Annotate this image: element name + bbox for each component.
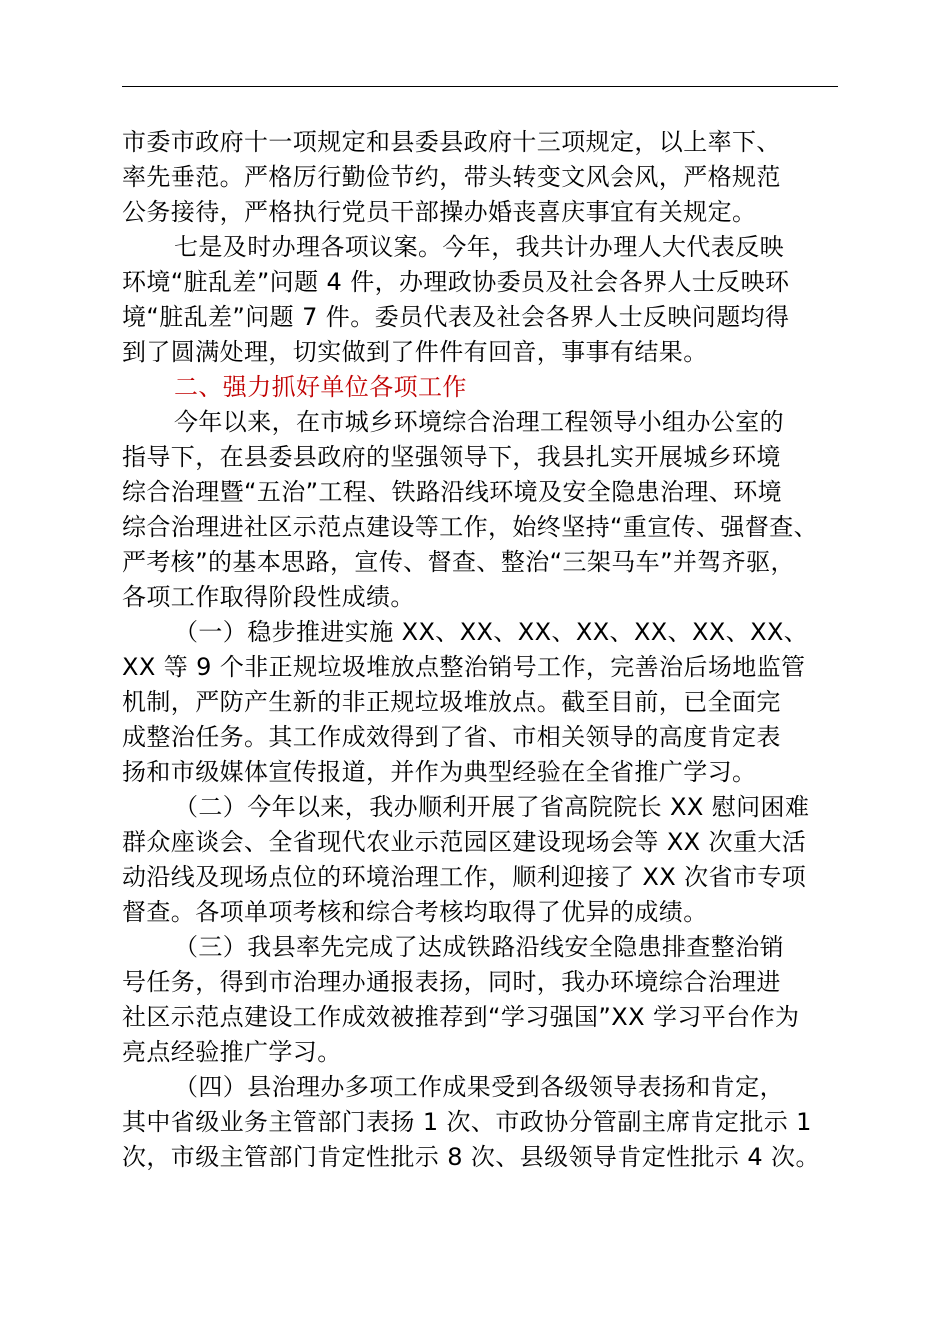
text-line: 严考核”的基本思路，宣传、督查、整治“三架马车”并驾齐驱， <box>122 548 795 576</box>
text-line: 综合治理暨“五治”工程、铁路沿线环境及安全隐患治理、环境 <box>122 478 783 506</box>
text-line: 综合治理进社区示范点建设等工作，始终坚持“重宣传、强督查、 <box>122 513 819 541</box>
text-line: 公务接待，严格执行党员干部操办婚丧喜庆事宜有关规定。 <box>122 198 757 226</box>
document-body <box>122 125 852 1175</box>
section-heading: 二、强力抓好单位各项工作 <box>174 373 467 401</box>
text-line: 市委市政府十一项规定和县委县政府十三项规定，以上率下、 <box>122 128 781 156</box>
text-line: 社区示范点建设工作成效被推荐到“学习强国”XX 学习平台作为 <box>122 1003 800 1031</box>
text-line: 次，市级主管部门肯定性批示 8 次、县级领导肯定性批示 4 次。 <box>122 1143 820 1171</box>
text-line: （一）稳步推进实施 XX、XX、XX、XX、XX、XX、XX、 <box>174 618 809 646</box>
text-line: 亮点经验推广学习。 <box>122 1038 342 1066</box>
text-line: 今年以来，在市城乡环境综合治理工程领导小组办公室的 <box>174 408 784 436</box>
text-line: 群众座谈会、全省现代农业示范园区建设现场会等 XX 次重大活 <box>122 828 807 856</box>
text-line: （四）县治理办多项工作成果受到各级领导表扬和肯定， <box>174 1073 784 1101</box>
text-line: 环境“脏乱差”问题 4 件，办理政协委员及社会各界人士反映环 <box>122 268 790 296</box>
header-rule <box>122 86 838 87</box>
text-line: 动沿线及现场点位的环境治理工作，顺利迎接了 XX 次省市专项 <box>122 863 807 891</box>
text-line: 指导下，在县委县政府的坚强领导下，我县扎实开展城乡环境 <box>122 443 781 471</box>
text-line: 到了圆满处理，切实做到了件件有回音，事事有结果。 <box>122 338 708 366</box>
text-line: （三）我县率先完成了达成铁路沿线安全隐患排查整治销 <box>174 933 784 961</box>
text-line: 号任务，得到市治理办通报表扬，同时，我办环境综合治理进 <box>122 968 781 996</box>
text-line: XX 等 9 个非正规垃圾堆放点整治销号工作，完善治后场地监管 <box>122 653 806 681</box>
text-line: 七是及时办理各项议案。今年，我共计办理人大代表反映 <box>174 233 784 261</box>
text-line: 其中省级业务主管部门表扬 1 次、市政协分管副主席肯定批示 1 <box>122 1108 812 1136</box>
text-line: 督查。各项单项考核和综合考核均取得了优异的成绩。 <box>122 898 708 926</box>
text-line: 境“脏乱差”问题 7 件。委员代表及社会各界人士反映问题均得 <box>122 303 790 331</box>
text-line: 成整治任务。其工作成效得到了省、市相关领导的高度肯定表 <box>122 723 781 751</box>
text-line: 扬和市级媒体宣传报道，并作为典型经验在全省推广学习。 <box>122 758 757 786</box>
text-line: （二）今年以来，我办顺利开展了省高院院长 XX 慰问困难 <box>174 793 810 821</box>
text-line: 机制，严防产生新的非正规垃圾堆放点。截至目前，已全面完 <box>122 688 781 716</box>
text-line: 率先垂范。严格厉行勤俭节约，带头转变文风会风，严格规范 <box>122 163 781 191</box>
text-line: 各项工作取得阶段性成绩。 <box>122 583 415 611</box>
